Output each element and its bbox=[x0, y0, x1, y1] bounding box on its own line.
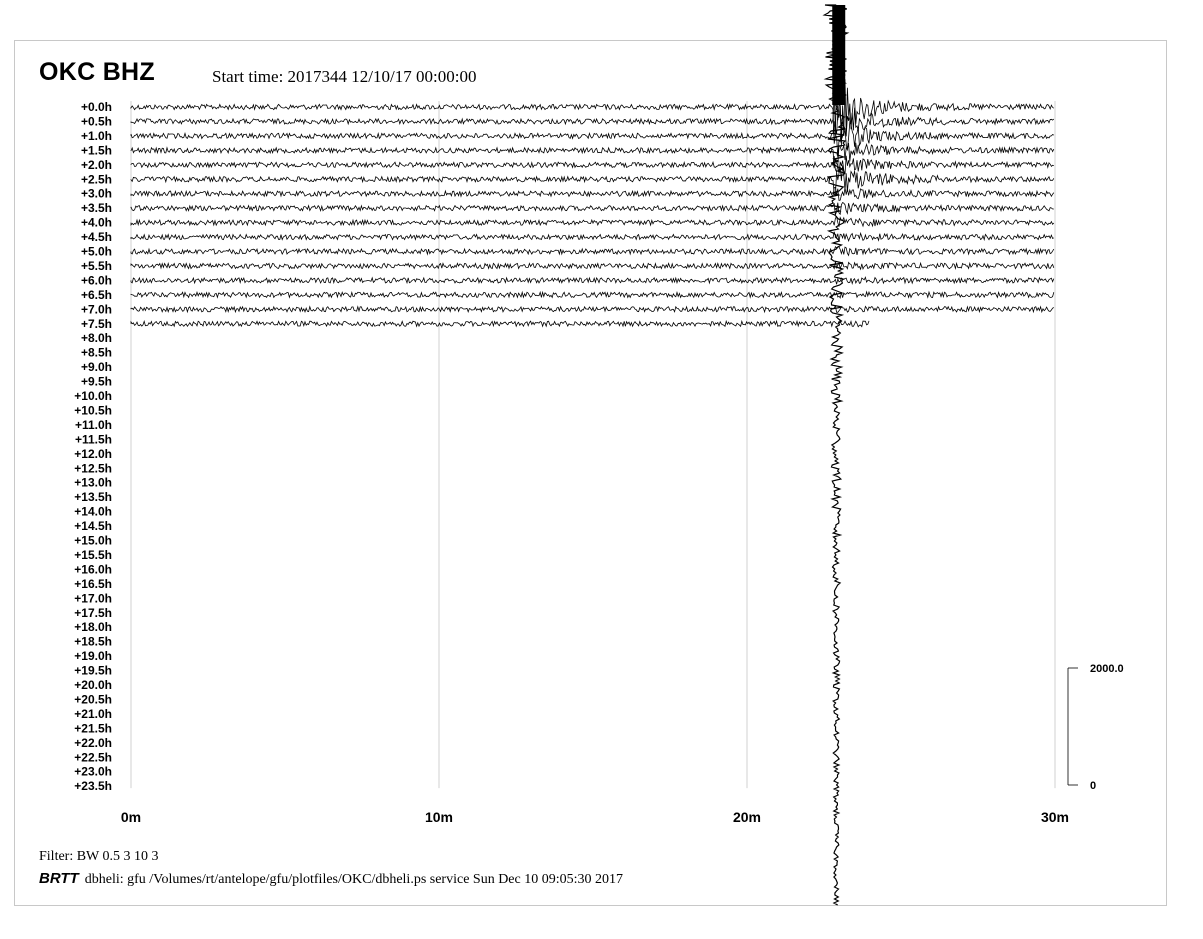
row-label: +22.5h bbox=[74, 750, 112, 765]
row-label: +5.5h bbox=[80, 258, 112, 273]
row-label: +8.5h bbox=[80, 345, 112, 360]
scale-bar-top-label: 2000.0 bbox=[1090, 663, 1124, 675]
filter-label: Filter: BW 0.5 3 10 3 bbox=[39, 849, 159, 864]
row-label: +3.5h bbox=[80, 201, 112, 216]
row-label: +6.0h bbox=[80, 273, 112, 288]
row-label: +6.5h bbox=[80, 287, 112, 302]
row-label: +11.0h bbox=[74, 417, 112, 432]
row-label: +18.5h bbox=[74, 634, 112, 649]
service-text: dbheli: gfu /Volumes/rt/antelope/gfu/plotfiles/OKC/dbheli.ps service Sun Dec 10 09:05:30 2017 bbox=[84, 872, 624, 887]
row-label: +5.0h bbox=[80, 244, 112, 259]
row-label: +3.0h bbox=[80, 186, 112, 201]
scale-bar-bottom-label: 0 bbox=[1090, 780, 1097, 792]
row-label: +16.0h bbox=[74, 562, 112, 577]
trace-row-10 bbox=[131, 247, 1054, 256]
row-label: +12.5h bbox=[74, 461, 112, 476]
row-label: +23.0h bbox=[74, 764, 112, 779]
event-spike-core bbox=[832, 5, 845, 105]
row-label: +0.5h bbox=[80, 114, 112, 129]
row-label: +21.5h bbox=[74, 721, 112, 736]
row-label: +13.5h bbox=[74, 490, 112, 505]
row-label: +2.0h bbox=[80, 157, 112, 172]
row-label: +14.0h bbox=[74, 504, 112, 519]
row-label: +10.0h bbox=[74, 389, 112, 403]
trace-row-5 bbox=[131, 165, 1054, 195]
row-label: +7.0h bbox=[80, 302, 112, 317]
row-label: +7.5h bbox=[80, 316, 112, 331]
station-title: OKC BHZ bbox=[39, 58, 155, 86]
x-tick-label: 20m bbox=[732, 809, 762, 825]
row-label: +20.5h bbox=[74, 692, 112, 707]
trace-row-11 bbox=[131, 262, 1054, 270]
row-label: +15.5h bbox=[74, 547, 112, 562]
row-label: +22.0h bbox=[74, 735, 112, 750]
trace-row-8 bbox=[131, 217, 1054, 227]
row-label: +17.5h bbox=[74, 605, 112, 620]
row-label: +16.5h bbox=[74, 576, 112, 591]
row-label: +17.0h bbox=[74, 591, 112, 606]
row-label: +2.5h bbox=[80, 172, 112, 187]
row-label: +9.0h bbox=[80, 360, 112, 375]
x-tick-label: 10m bbox=[424, 809, 454, 825]
service-line bbox=[39, 870, 623, 888]
trace-row-6 bbox=[131, 187, 1054, 200]
row-label: +9.5h bbox=[80, 374, 112, 389]
trace-row-15 bbox=[131, 321, 869, 327]
row-label: +14.5h bbox=[74, 519, 112, 534]
row-label: +4.5h bbox=[80, 230, 112, 245]
trace-row-9 bbox=[131, 232, 1054, 242]
row-label: +15.0h bbox=[74, 533, 112, 548]
row-label: +13.0h bbox=[74, 475, 112, 490]
trace-row-12 bbox=[131, 277, 1054, 284]
start-time-label: Start time: 2017344 12/10/17 00:00:00 bbox=[212, 67, 477, 86]
row-label: +8.0h bbox=[80, 331, 112, 346]
event-spike bbox=[824, 5, 847, 905]
row-label: +18.0h bbox=[74, 620, 112, 635]
brtt-logo-text: BRTT bbox=[39, 870, 79, 887]
row-label: +0.0h bbox=[80, 100, 112, 114]
row-label: +20.0h bbox=[74, 678, 112, 692]
row-label: +19.0h bbox=[74, 649, 112, 664]
row-label: +19.5h bbox=[74, 663, 112, 678]
row-label: +4.0h bbox=[80, 215, 112, 230]
row-label: +10.5h bbox=[74, 403, 112, 418]
trace-row-13 bbox=[131, 292, 1054, 298]
trace-row-1 bbox=[131, 94, 1054, 146]
x-tick-label: 30m bbox=[1040, 809, 1070, 825]
row-label: +12.0h bbox=[74, 446, 112, 461]
row-label: +11.5h bbox=[74, 432, 112, 447]
x-tick-label: 0m bbox=[120, 809, 142, 825]
trace-row-7 bbox=[131, 203, 1054, 216]
trace-row-14 bbox=[131, 306, 1054, 312]
row-label: +21.0h bbox=[74, 706, 112, 721]
trace-row-4 bbox=[131, 156, 1054, 175]
row-label: +1.0h bbox=[80, 128, 112, 143]
row-label: +1.5h bbox=[80, 143, 112, 158]
row-label: +23.5h bbox=[74, 779, 112, 794]
